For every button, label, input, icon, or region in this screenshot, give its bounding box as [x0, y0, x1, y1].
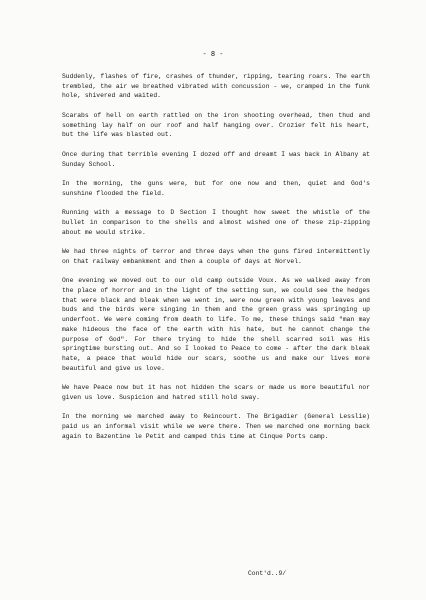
body-text	[62, 72, 370, 451]
paragraph: In the morning we marched away to Reincourt. The Brigadier (General Lesslie) paid us an informal visit while we were there. Then we marched one morning back again to Bazentine le Petit and camped this time at Cinque Ports camp.	[62, 413, 370, 440]
paragraph: In the morning, the guns were, but for one now and then, quiet and God's sunshine flooded the field.	[62, 180, 370, 197]
paragraph: Suddenly, flashes of fire, crashes of thunder, ripping, tearing roars. The earth trembled, the air we breathed vibrated with concussion - we, cramped in the funk hole, shivered and waited.	[62, 73, 370, 100]
paragraph: Scarabs of hell on earth rattled on the iron shooting overhead, then thud and something lay half on our roof and half hanging over. Crozier felt his heart, but the life was blasted out.	[62, 111, 370, 139]
paragraph: One evening we moved out to our old camp outside Voux. As we walked away from the place of horror and in the light of the setting sun, we could see the hedges that were black and bleak when we went in, were now green with young leaves and buds and the birds were singing in them and the green grass was springing up underfoot. We were coming from death to life. To me, these things said "man may make hideous the face of the earth with his hate, but he cannot change the purpose of God". For there trying to hide the shell scarred soil was His springtime bursting out. And so I looked to Peace to come - after the dark bleak hate, a peace that would hide our scars, soothe us and make our lives more beautiful and give us love.	[62, 277, 370, 372]
paragraph: We had three nights of terror and three days when the guns fired intermittently on that railway embankment and then a couple of days at Norvel.	[62, 248, 370, 265]
paragraph: Running with a message to D Section I thought how sweet the whistle of the bullet in comparison to the shells and almost wished one of these zip-zipping about me would strike.	[62, 209, 370, 236]
paragraph: Once during that terrible evening I dozed off and dreamt I was back in Albany at Sunday School.	[62, 150, 370, 168]
continuation-note: Cont'd..9/	[248, 570, 287, 577]
paragraph: We have Peace now but it has not hidden the scars or made us more beautiful nor given us love. Suspicion and hatred still hold sway.	[62, 384, 370, 401]
page-number: - 8 -	[202, 50, 224, 58]
